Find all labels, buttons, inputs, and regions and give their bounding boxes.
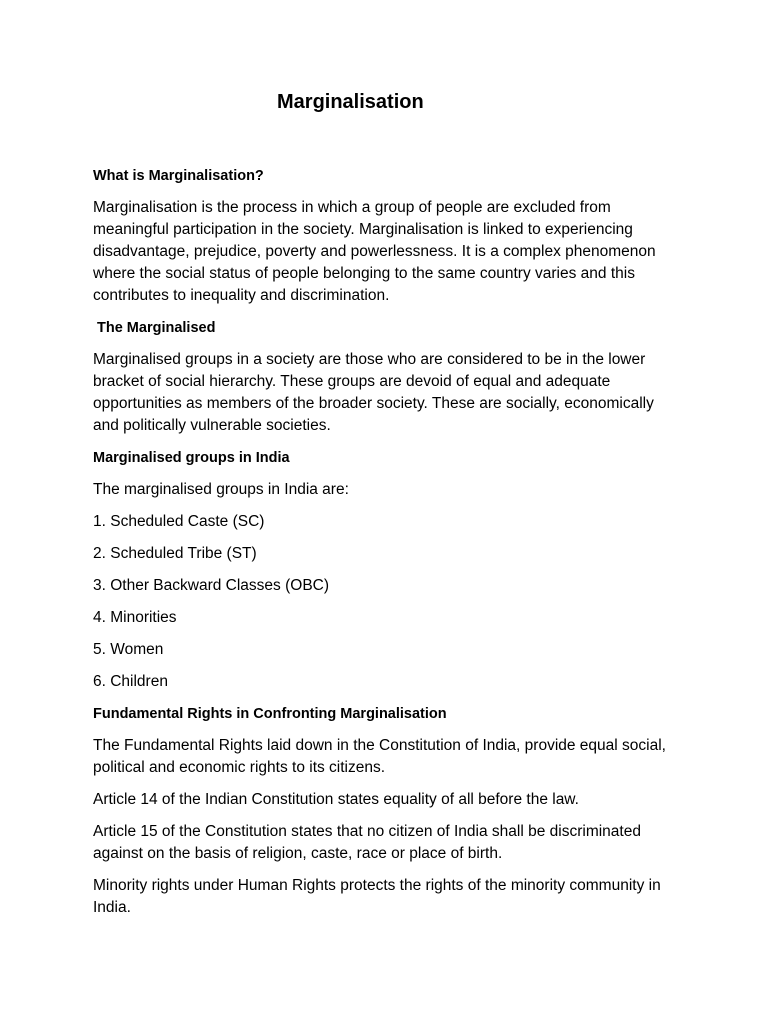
document-body — [93, 165, 683, 929]
list-item: 5. Women — [93, 641, 164, 658]
paragraph: Marginalised groups in a society are those who are considered to be in the lower bracket of social hierarchy. These groups are devoid of equal and adequate opportunities as members of the broader society. These are socially, economically and politically vulnerable societies. — [93, 351, 654, 434]
paragraph: Marginalisation is the process in which a group of people are excluded from meaningful participation in the society. Marginalisation is linked to experiencing disadvantage, prejudice, poverty and powerlessness. It is a complex phenomenon where the social status of people belonging to the same country varies and this contributes to inequality and discrimination. — [93, 199, 656, 304]
list-item: 4. Minorities — [93, 609, 177, 626]
list-item: 3. Other Backward Classes (OBC) — [93, 577, 330, 594]
section-heading-the-marginalised: The Marginalised — [97, 320, 216, 336]
list-item: 1. Scheduled Caste (SC) — [93, 513, 265, 530]
paragraph: The Fundamental Rights laid down in the Constitution of India, provide equal social, political and economic rights to its citizens. — [93, 737, 666, 776]
marginalised-groups-list — [93, 511, 683, 693]
paragraph: Minority rights under Human Rights protects the rights of the minority community in India. — [93, 877, 661, 916]
paragraph: The marginalised groups in India are: — [93, 481, 349, 498]
list-item: 6. Children — [93, 673, 168, 690]
section-heading-marginalised-groups: Marginalised groups in India — [93, 450, 290, 466]
paragraph: Article 14 of the Indian Constitution states equality of all before the law. — [93, 791, 579, 808]
list-item: 2. Scheduled Tribe (ST) — [93, 545, 257, 562]
section-heading-what-is-marginalisation: What is Marginalisation? — [93, 168, 264, 184]
section-heading-fundamental-rights: Fundamental Rights in Confronting Marginalisation — [93, 706, 447, 722]
document-title: Marginalisation — [277, 91, 424, 113]
paragraph: Article 15 of the Constitution states that no citizen of India shall be discriminated against on the basis of religion, caste, race or place of birth. — [93, 823, 641, 862]
